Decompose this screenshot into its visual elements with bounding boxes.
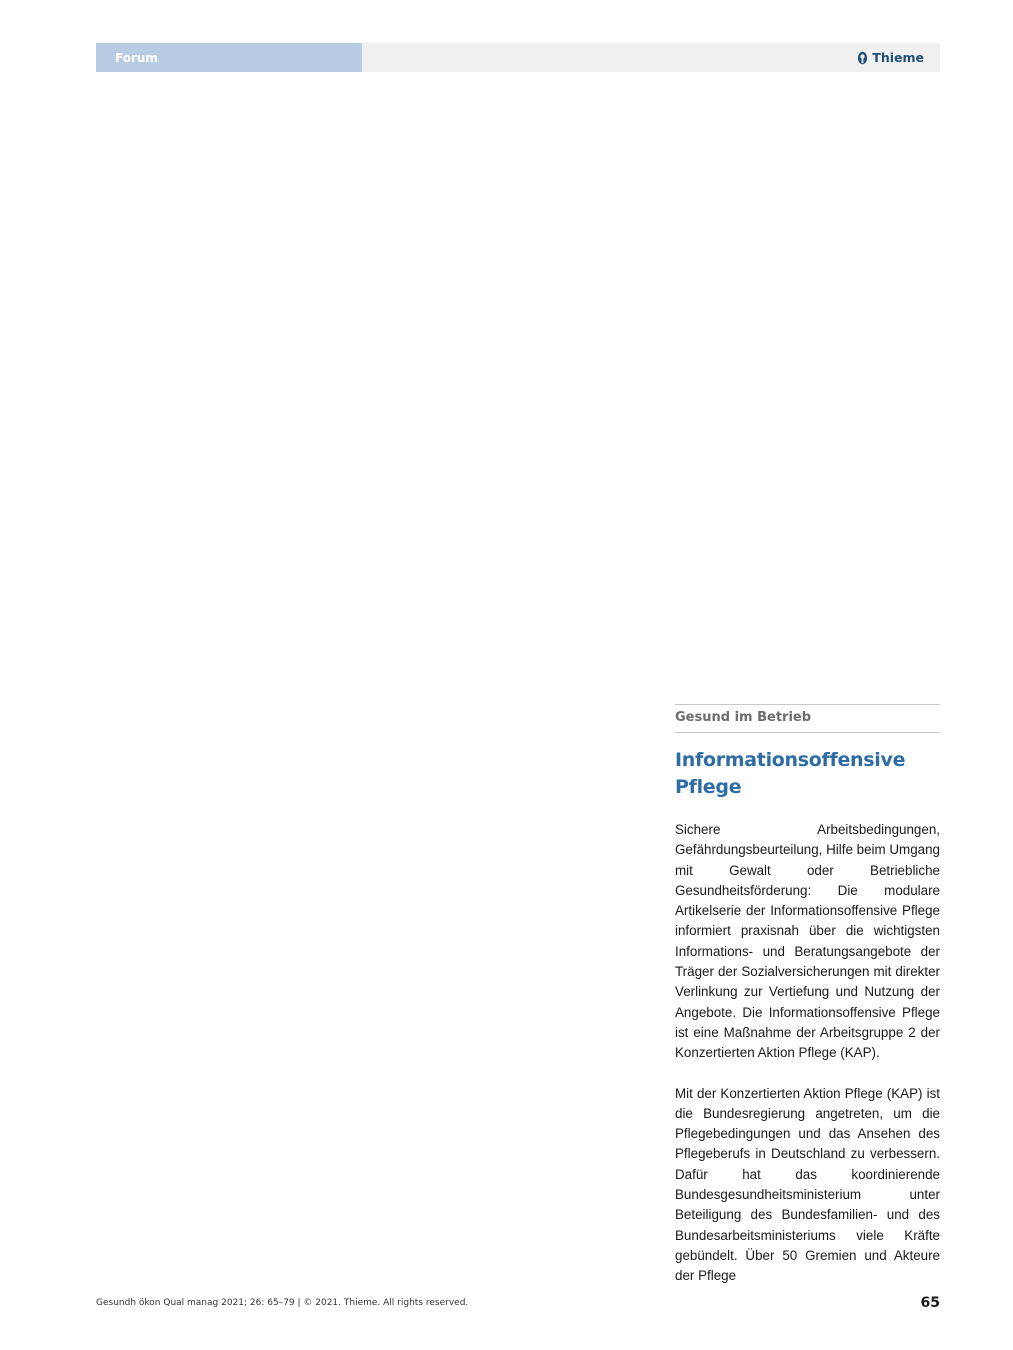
body-paragraph: Sichere Arbeitsbedingungen, Gefährdungsbeurteilung, Hilfe beim Umgang mit Gewalt oder Betriebliche Gesundheitsförderung: Die modulare Artikelserie der Informationsoffensive Pflege informiert praxisnah über die wichtigsten Informations- und Beratungsangebote der Träger der Sozialversicherungen mit direkter Verlinkung zur Vertiefung und Nutzung der Angebote. Die Informationsoffensive Pflege ist eine Maßnahme der Arbeitsgruppe 2 der Konzertierten Aktion Pflege (KAP). <box>675 822 940 1061</box>
article-title: Informationsoffensive Pflege <box>675 749 906 798</box>
publisher-brand <box>857 43 924 72</box>
running-header <box>96 43 940 72</box>
thieme-logo-icon <box>857 51 868 65</box>
brand-name: Thieme <box>872 50 924 65</box>
section-label: Forum <box>115 50 158 65</box>
article-rubric: Gesund im Betrieb <box>675 710 812 725</box>
article-column <box>675 704 940 1287</box>
body-paragraph: Mit der Konzertierten Aktion Pflege (KAP) ist die Bundesregierung angetreten, um die Pflegebedingungen und das Ansehen des Pflegeberufs in Deutschland zu verbessern. Dafür hat das koordinierende Bundesgesundheitsministerium unter Beteiligung des Bundesfamilien- und des Bundesarbeitsministeriums viele Kräfte gebündelt. Über 50 Gremien und Akteure der Pflege <box>675 1085 940 1284</box>
section-tab <box>96 43 362 72</box>
page-number: 65 <box>920 1295 940 1311</box>
rubric-bottom-rule <box>675 732 940 733</box>
journal-citation: Gesundh ökon Qual manag 2021; 26: 65–79 | © 2021. Thieme. All rights reserved. <box>96 1298 469 1308</box>
